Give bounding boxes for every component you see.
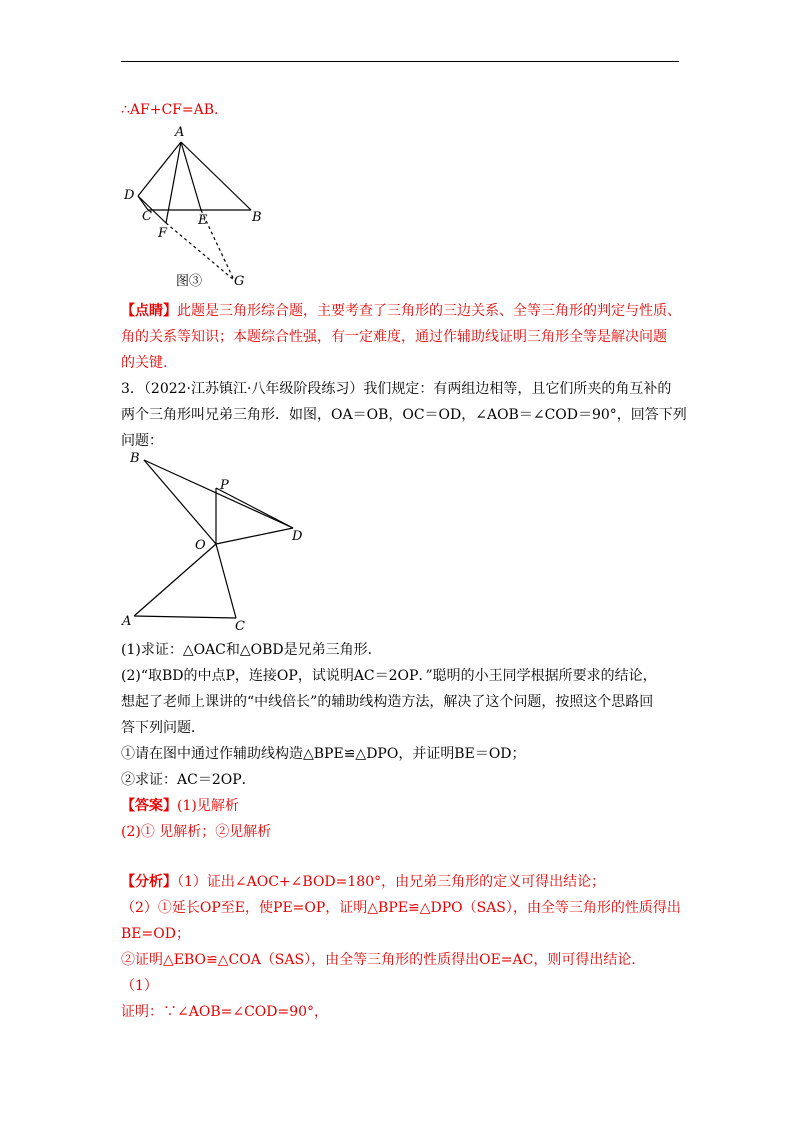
question-2-line-1: (2)“取BD的中点P，连接OP，试说明AC＝2OP．”聪明的小王同学根据所要求的结论， <box>121 668 657 684</box>
fig3-label-d: D <box>124 188 135 203</box>
problem-3-line-2: 两个三角形叫兄弟三角形．如图，OA＝OB，OC＝OD，∠AOB＝∠COD＝90°，回答下列 <box>121 407 687 423</box>
figure-3 <box>118 120 268 290</box>
comment-line-3: 的关键. <box>121 355 168 371</box>
fig3-label-f: F <box>158 226 168 241</box>
analysis-line-1: 【分析】（1）证出∠AOC+∠BOD=180°，由兄弟三角形的定义可得出结论； <box>121 874 606 890</box>
question-2-line-3: 答下列问题． <box>121 720 205 736</box>
fig3-caption: 图③ <box>176 274 203 289</box>
analysis-line-6: 证明：∵∠AOB=∠COD=90°， <box>121 1004 329 1020</box>
top-conclusion: ∴AF+CF=AB. <box>121 102 219 118</box>
analysis-line-5: （1） <box>121 978 158 994</box>
answer-line-1: 【答案】(1)见解析 <box>121 798 239 814</box>
figure-main <box>118 448 318 638</box>
comment-line-2: 角的关系等知识；本题综合性强，有一定难度，通过作辅助线证明三角形全等是解决问题 <box>121 329 667 345</box>
main-label-d: D <box>292 529 303 544</box>
header-rule <box>121 61 679 62</box>
main-label-c: C <box>235 619 245 634</box>
problem-3-line-3: 问题： <box>121 433 163 449</box>
question-2-part-2: ②求证：AC＝2OP． <box>121 772 256 788</box>
analysis-line-4: ②证明△EBO≌△COA（SAS），由全等三角形的性质得出OE=AC，则可得出结论． <box>121 952 646 968</box>
comment-line-1: 【点睛】此题是三角形综合题，主要考查了三角形的三边关系、全等三角形的判定与性质、 <box>121 303 681 319</box>
problem-3-line-1: 3．（2022·江苏镇江·八年级阶段练习）我们规定：有两组边相等，且它们所夹的角互补的 <box>121 381 672 397</box>
fig3-label-g: G <box>234 274 245 289</box>
answer-line-2: (2)① 见解析；②见解析 <box>121 824 272 840</box>
main-label-o: O <box>195 538 206 553</box>
analysis-tag: 【分析】 <box>121 874 177 890</box>
answer-tag: 【答案】 <box>121 798 177 814</box>
comment-tag: 【点睛】 <box>121 303 177 319</box>
fig3-label-a: A <box>175 125 185 140</box>
main-label-b: B <box>130 451 140 466</box>
question-1: (1)求证：△OAC和△OBD是兄弟三角形． <box>121 642 382 658</box>
main-label-p: P <box>220 478 229 493</box>
analysis-line-2: （2）①延长OP至E，使PE=OP，证明△BPE≌△DPO（SAS），由全等三角形的性质得出 <box>121 900 681 916</box>
main-label-a: A <box>122 614 132 629</box>
question-2-line-2: 想起了老师上课讲的“中线倍长”的辅助线构造方法，解决了这个问题，按照这个思路回 <box>121 694 654 710</box>
question-2-part-1: ①请在图中通过作辅助线构造△BPE≌△DPO，并证明BE＝OD； <box>121 746 526 762</box>
analysis-line-3: BE=OD； <box>121 926 190 942</box>
fig3-label-c: C <box>142 209 152 224</box>
fig3-label-b: B <box>252 210 262 225</box>
fig3-label-e: E <box>198 213 208 228</box>
